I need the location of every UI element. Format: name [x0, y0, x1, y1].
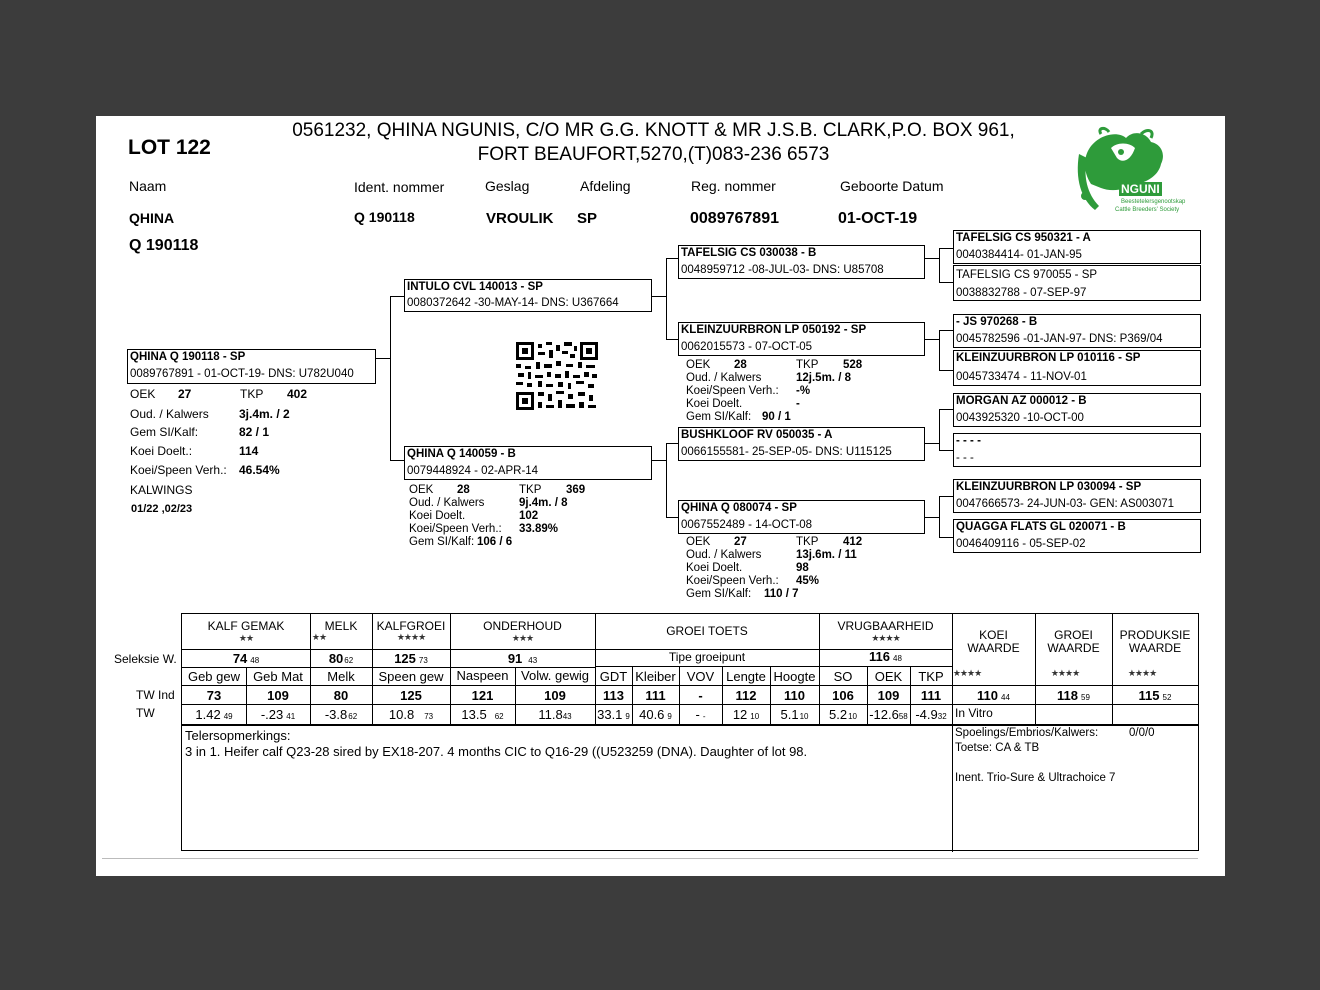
connector [939, 496, 940, 537]
sd-speen: -% [796, 385, 811, 397]
dam-speen: 33.89% [519, 523, 559, 535]
hdr-kalf-gemak: KALF GEMAK [207, 619, 285, 633]
twind-tkp: 111 [920, 688, 942, 703]
subject-gem: 82 / 1 [239, 425, 270, 439]
g4-title: KLEINZUURBRON LP 010116 - SP [956, 352, 1141, 364]
subject-title: QHINA Q 190118 - SP [130, 351, 246, 363]
dam-gem-label: Gem SI/Kalf: [409, 536, 475, 548]
table-rule [595, 666, 952, 667]
sub-tkp: TKP [918, 669, 944, 684]
sel-melk [310, 651, 372, 666]
connector [925, 517, 939, 518]
tw-acc: 58 [898, 712, 908, 721]
connector [925, 339, 939, 340]
subject-oud-label: Oud. / Kalwers [130, 407, 209, 421]
g8-sub: 0046409116 - 05-SEP-02 [956, 538, 1086, 550]
connector [666, 443, 678, 444]
animal-geslag: VROULIK [486, 210, 554, 227]
connector [390, 296, 404, 297]
tw-value: 13.5 [461, 707, 487, 722]
sel-kalfgroei-value: 125 [394, 651, 416, 666]
table-rule [182, 704, 1198, 705]
dam-sub: 0079448924 - 02-APR-14 [407, 465, 539, 477]
sd-tkp-label: TKP [796, 359, 819, 371]
table-rule [182, 685, 1198, 686]
qr-code [516, 342, 598, 410]
in-vitro-label: In Vitro [955, 706, 993, 720]
sel-vrug-acc: 48 [893, 654, 902, 663]
twind-geb-mat: 109 [267, 688, 289, 703]
dd-speen-label: Koei/Speen Verh.: [686, 575, 779, 587]
dam-koei-label: Koei Doelt. [409, 510, 466, 522]
owner-line-2: FORT BEAUFORT,5270,(T)083-236 6573 [477, 144, 830, 165]
dam-tkp-label: TKP [519, 484, 542, 496]
dd-oud: 13j.6m. / 11 [796, 549, 857, 561]
animal-reg: 0089767891 [690, 210, 779, 227]
stars-onderhoud: ★★★ [511, 633, 534, 643]
sd-oud-label: Oud. / Kalwers [686, 372, 762, 384]
tw-naspeen [450, 707, 515, 722]
tw-acc: 10 [848, 712, 857, 721]
col-reg: Reg. nommer [691, 178, 776, 194]
hdr-kalfgroei: KALFGROEI [376, 619, 446, 633]
owner-line-1: 0561232, QHINA NGUNIS, C/O MR G.G. KNOTT & MR J.S.B. CLARK,P.O. BOX 961, [292, 120, 1015, 141]
breeding-values-table [181, 613, 1199, 851]
subject-oek: 27 [178, 387, 192, 401]
dam-oud: 9j.4m. / 8 [519, 497, 568, 509]
g8-box [953, 519, 1201, 553]
logo-brand: NGUNI [1121, 182, 1160, 196]
tw-geb-mat [246, 707, 310, 722]
sd-tkp: 528 [843, 359, 863, 371]
sire-title: INTULO CVL 140013 - SP [407, 281, 543, 293]
twind-produksie-acc: 52 [1162, 693, 1172, 702]
subject-oek-label: OEK [130, 387, 156, 401]
sel-onderhoud-acc: 43 [528, 656, 538, 665]
sub-geb-gew: Geb gew [187, 669, 241, 684]
sel-kalfgroei [372, 651, 450, 666]
twind-groei [1035, 688, 1112, 703]
sub-gdt: GDT [599, 669, 628, 684]
tw-acc: 73 [424, 712, 434, 721]
tw-speen-gew [372, 707, 450, 722]
sire-sire-box [678, 245, 925, 279]
stars-koei: ★★★★ [952, 668, 982, 678]
dam-oud-label: Oud. / Kalwers [409, 497, 485, 509]
connector [666, 517, 678, 518]
sel-melk-value: 80 [328, 651, 344, 666]
sire-box [404, 279, 652, 312]
twind-so: 106 [832, 688, 854, 703]
g8-title: QUAGGA FLATS GL 020071 - B [956, 521, 1126, 533]
sel-onderhoud-value: 91 [507, 651, 523, 666]
sd-gem-label: Gem SI/Kalf: [686, 411, 752, 423]
sub-melk: Melk [327, 669, 355, 684]
connector [939, 330, 940, 370]
g3-box [953, 314, 1201, 348]
connector [925, 443, 939, 444]
tw-value: 10.8 [388, 707, 415, 722]
connector [939, 409, 940, 450]
tw-acc: 9 [625, 712, 630, 721]
subject-tkp: 402 [287, 387, 308, 401]
twind-geb-gew: 73 [206, 688, 222, 703]
dam-dam-box [678, 500, 925, 534]
dam-sire-title: BUSHKLOOF RV 050035 - A [681, 429, 833, 441]
connector [939, 248, 940, 282]
row-label-tw: TW [136, 706, 155, 720]
logo-tagline-2: Cattle Breeders' Society [1115, 207, 1180, 213]
dd-gem: 110 / 7 [764, 588, 799, 600]
g6-sub: - - - [956, 452, 974, 464]
remarks-label: Telersopmerkings: [185, 728, 291, 743]
col-afdeling: Afdeling [580, 178, 631, 194]
tw-hoogte [770, 707, 819, 722]
dam-sire-sub: 0066155581- 25-SEP-05- DNS: U115125 [681, 446, 892, 458]
connector [666, 258, 678, 259]
connector [376, 358, 390, 359]
sire-dam-box [678, 322, 925, 356]
g6-title: - - - - [956, 435, 981, 447]
twind-koei [952, 688, 1035, 703]
sel-melk-acc: 62 [344, 656, 354, 665]
tw-acc: 62 [494, 712, 504, 721]
col-naam: Naam [129, 178, 167, 194]
nguni-logo [1071, 124, 1186, 216]
twind-lengte: 112 [735, 688, 757, 703]
tw-lengte [722, 707, 770, 722]
dd-oud-label: Oud. / Kalwers [686, 549, 762, 561]
connector [390, 460, 404, 461]
sel-kalf-acc: 48 [250, 656, 260, 665]
sub-speen-gew: Speen gew [378, 669, 444, 684]
inent: Inent. Trio-Sure & Ultrachoice 7 [955, 772, 1116, 784]
tw-value: 12 [732, 707, 748, 722]
sub-lengte: Lengte [726, 669, 766, 684]
sd-koei-label: Koei Doelt. [686, 398, 743, 410]
dam-dam-title: QHINA Q 080074 - SP [681, 502, 797, 514]
g7-box [953, 479, 1201, 513]
connector [666, 258, 667, 339]
stars-kalfgroei: ★★★★ [396, 632, 426, 642]
stars-vrugbaarheid: ★★★★ [871, 633, 900, 643]
subject-kalwings: 01/22 ,02/23 [131, 503, 193, 515]
remarks-text: 3 in 1. Heifer calf Q23-28 sired by EX18-207. 4 months CIC to Q16-29 ((U523259 (DNA). Daughter of lot 98. [185, 744, 808, 759]
g4-box [953, 350, 1201, 386]
connector [939, 496, 953, 497]
tw-volw-gewig [515, 707, 595, 722]
tw-value: -3.8 [324, 707, 348, 722]
subject-gem-label: Gem SI/Kalf: [130, 425, 199, 439]
twind-gdt: 113 [603, 688, 624, 703]
sd-oud: 12j.5m. / 8 [796, 372, 851, 384]
sub-geb-mat: Geb Mat [253, 669, 303, 684]
g5-sub: 0043925320 -10-OCT-00 [956, 412, 1084, 424]
connector [390, 296, 391, 460]
connector [939, 282, 953, 283]
dd-gem-label: Gem SI/Kalf: [686, 588, 752, 600]
spoelings-value: 0/0/0 [1129, 727, 1155, 739]
hdr-melk: MELK [324, 619, 358, 633]
subject-koei-label: Koei Doelt.: [130, 444, 193, 458]
tw-value: 5.2 [829, 707, 848, 722]
connector [939, 330, 953, 331]
lot-number: LOT 122 [128, 136, 211, 159]
sub-oek: OEK [874, 669, 903, 684]
subject-speen: 46.54% [239, 463, 280, 477]
sel-kalf [182, 651, 310, 666]
tw-value: 11.8 [538, 707, 563, 722]
subject-box [127, 349, 376, 384]
hdr-koei-waarde: KOEI WAARDE [967, 628, 1020, 655]
dd-tkp-label: TKP [796, 536, 819, 548]
dd-oek: 27 [734, 536, 747, 548]
subject-tkp-label: TKP [240, 387, 264, 401]
sd-gem: 90 / 1 [762, 411, 791, 423]
twind-koei-acc: 44 [1001, 693, 1010, 702]
tw-acc: 32 [937, 712, 947, 721]
animal-dob: 01-OCT-19 [838, 210, 918, 227]
subject-sub: 0089767891 - 01-OCT-19- DNS: U782U040 [130, 368, 354, 380]
hdr-tipe-groeipunt: Tipe groeipunt [668, 650, 746, 664]
sire-sire-title: TAFELSIG CS 030038 - B [681, 247, 817, 259]
sel-kalf-value: 74 [232, 651, 248, 666]
twind-hoogte: 110 [784, 688, 805, 703]
tw-acc: 10 [799, 712, 809, 721]
hdr-groei-waarde: GROEI WAARDE [1047, 628, 1100, 655]
tw-acc: 43 [562, 712, 572, 721]
dam-oek-label: OEK [409, 484, 434, 496]
animal-name: QHINA [129, 210, 175, 226]
dam-tkp: 369 [566, 484, 586, 496]
connector [652, 460, 666, 461]
tw-value: -12.6 [869, 707, 899, 722]
dd-koei-label: Koei Doelt. [686, 562, 743, 574]
g5-box [953, 393, 1201, 427]
sire-dam-sub: 0062015573 - 07-OCT-05 [681, 341, 813, 353]
row-label-seleksie: Seleksie W. [114, 652, 177, 666]
g6-box [953, 433, 1201, 467]
animal-ident-big: Q 190118 [129, 237, 199, 254]
qr-code-icon [516, 342, 598, 410]
dam-title: QHINA Q 140059 - B [407, 448, 516, 460]
tw-acc: 9 [667, 712, 672, 721]
sel-onderhoud [450, 651, 595, 666]
subject-speen-label: Koei/Speen Verh.: [130, 463, 227, 477]
tw-value: - [695, 707, 700, 722]
g1-title: TAFELSIG CS 950321 - A [956, 232, 1091, 244]
tw-value: 1.42 [195, 707, 221, 722]
sire-sub: 0080372642 -30-MAY-14- DNS: U367664 [407, 297, 619, 309]
twind-koei-value: 110 [977, 688, 999, 703]
tw-vov [679, 707, 722, 722]
sub-vov: VOV [686, 669, 715, 684]
dd-koei: 98 [796, 562, 809, 574]
hdr-vrugbaarheid: VRUGBAARHEID [837, 619, 934, 633]
twind-melk: 80 [333, 688, 349, 703]
twind-groei-value: 118 [1057, 688, 1079, 703]
tw-geb-gew [182, 707, 246, 722]
tw-acc: - [702, 712, 706, 721]
twind-produksie [1112, 688, 1198, 703]
g4-sub: 0045733474 - 11-NOV-01 [956, 371, 1087, 383]
tw-oek [867, 707, 910, 722]
tw-gdt [595, 707, 632, 722]
bottom-rule [102, 858, 1198, 859]
twind-naspeen: 121 [471, 688, 494, 703]
stars-melk: ★★ [311, 632, 327, 642]
twind-produksie-value: 115 [1138, 688, 1160, 703]
connector [939, 450, 953, 451]
dd-oek-label: OEK [686, 536, 711, 548]
toetse: Toetse: CA & TB [955, 742, 1040, 754]
subject-koei: 114 [239, 444, 259, 458]
twind-groei-acc: 59 [1081, 693, 1090, 702]
g2-box [953, 265, 1201, 301]
g1-box [953, 230, 1201, 264]
table-rule [182, 724, 1198, 726]
tw-value: 40.6 [639, 707, 665, 722]
g2-title: TAFELSIG CS 970055 - SP [956, 269, 1098, 281]
sub-kleiber: Kleiber [635, 669, 676, 684]
tw-melk [310, 707, 372, 722]
sel-vrug-value: 116 [869, 649, 891, 664]
dam-sire-box [678, 427, 925, 461]
g7-sub: 0047666573- 24-JUN-03- GEN: AS003071 [956, 498, 1175, 510]
connector [666, 443, 667, 517]
g2-sub: 0038832788 - 07-SEP-97 [956, 287, 1087, 299]
tw-acc: 62 [348, 712, 358, 721]
animal-afdeling: SP [577, 210, 598, 227]
hdr-groei-toets: GROEI TOETS [666, 624, 748, 638]
sub-naspeen: Naspeen [456, 668, 509, 683]
connector [666, 339, 678, 340]
sel-vrug [819, 649, 952, 664]
dam-speen-label: Koei/Speen Verh.: [409, 523, 502, 535]
tw-value: 33.1 [597, 707, 623, 722]
subject-oud: 3j.4m. / 2 [239, 407, 290, 421]
stars-produksie: ★★★★ [1127, 668, 1157, 678]
g7-title: KLEINZUURBRON LP 030094 - SP [956, 481, 1142, 493]
dd-tkp: 412 [843, 536, 863, 548]
twind-kleiber: 111 [645, 688, 666, 703]
twind-volw-gewig: 109 [544, 688, 566, 703]
col-geslag: Geslag [485, 178, 530, 194]
sub-volw-gewig: Volw. gewig [521, 668, 589, 683]
tw-kleiber [632, 707, 679, 722]
dam-oek: 28 [457, 484, 470, 496]
sire-dam-title: KLEINZUURBRON LP 050192 - SP [681, 324, 867, 336]
row-label-twind: TW Ind [136, 688, 175, 702]
hdr-produksie-waarde: PRODUKSIE WAARDE [1119, 628, 1191, 655]
sd-oek-label: OEK [686, 359, 711, 371]
dam-box [404, 446, 652, 480]
hdr-onderhoud: ONDERHOUD [483, 619, 562, 633]
sel-kalfgroei-acc: 73 [418, 656, 428, 665]
tw-so [819, 707, 867, 722]
col-geboorte: Geboorte Datum [840, 178, 944, 194]
sub-hoogte: Hoogte [773, 669, 816, 684]
logo-tagline-1: Beestetelersgenootskap [1121, 199, 1186, 205]
col-ident: Ident. nommer [354, 179, 445, 195]
dam-koei: 102 [519, 510, 539, 522]
g3-title: - JS 970268 - B [956, 316, 1038, 328]
connector [925, 258, 939, 259]
dam-dam-sub: 0067552489 - 14-OCT-08 [681, 519, 813, 531]
connector [939, 248, 953, 249]
g1-sub: 0040384414- 01-JAN-95 [956, 249, 1082, 261]
g3-sub: 0045782596 -01-JAN-97- DNS: P369/04 [956, 333, 1163, 345]
subject-kalwings-label: KALWINGS [130, 483, 193, 497]
connector [939, 409, 953, 410]
dd-speen: 45% [796, 575, 820, 587]
sd-speen-label: Koei/Speen Verh.: [686, 385, 779, 397]
sd-oek: 28 [734, 359, 747, 371]
lot-card [96, 116, 1225, 876]
twind-vov: - [698, 688, 703, 703]
tw-acc: 41 [286, 712, 296, 721]
dam-gem: 106 / 6 [477, 536, 513, 548]
spoelings-label: Spoelings/Embrios/Kalwers: [955, 727, 1099, 739]
connector [939, 537, 953, 538]
stars-groei: ★★★★ [1050, 668, 1080, 678]
sire-sire-sub: 0048959712 -08-JUL-03- DNS: U85708 [681, 264, 884, 276]
twind-speen-gew: 125 [400, 688, 422, 703]
tw-tkp [910, 707, 952, 722]
tw-acc: 10 [750, 712, 760, 721]
sub-so: SO [833, 669, 853, 684]
connector [939, 370, 953, 371]
connector [652, 296, 666, 297]
g5-title: MORGAN AZ 000012 - B [956, 395, 1087, 407]
twind-oek: 109 [877, 688, 900, 703]
stars-kalf-gemak: ★★ [238, 633, 254, 643]
tw-value: -.23 [260, 707, 284, 722]
animal-ident: Q 190118 [354, 209, 415, 225]
tw-value: -4.9 [915, 707, 938, 722]
tw-value: 5.1 [780, 707, 799, 722]
sd-koei: - [796, 398, 800, 410]
tw-acc: 49 [223, 712, 233, 721]
